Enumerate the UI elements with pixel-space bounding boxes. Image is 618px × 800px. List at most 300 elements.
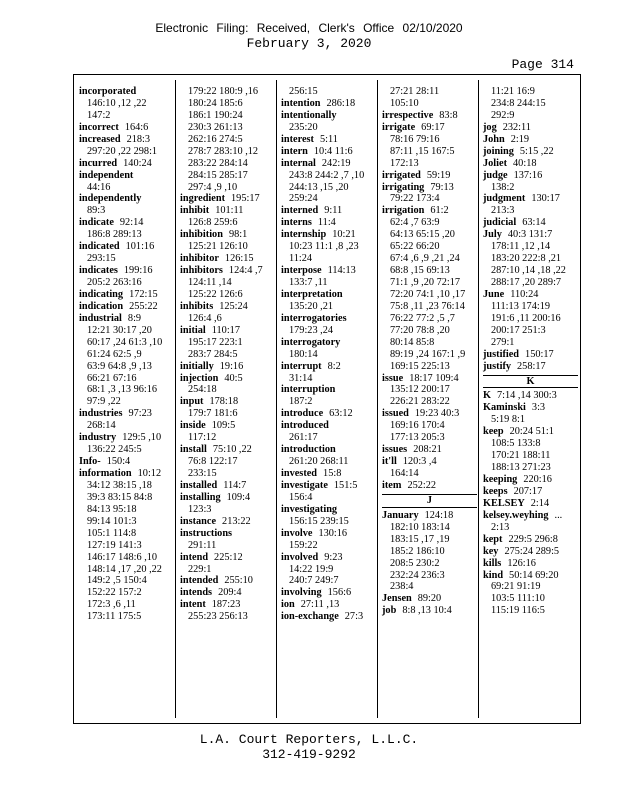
index-entry <box>281 361 377 373</box>
index-page-ref: 97:9 ,22 <box>87 396 121 408</box>
index-term: interpretation <box>281 288 343 300</box>
index-term: intended <box>180 575 219 587</box>
index-entry <box>483 426 578 438</box>
index-page-ref: 59:19 <box>426 169 451 181</box>
index-term: industry <box>79 432 117 444</box>
index-entry <box>483 510 578 522</box>
index-page-ref: 40:5 <box>224 372 243 384</box>
index-page-ref: 125:24 <box>219 300 248 312</box>
index-page-ref: 275:24 289:5 <box>504 545 560 557</box>
index-page-ref: 187:2 <box>289 396 313 408</box>
index-page-ref: 19:16 <box>219 360 244 372</box>
index-page-ref: 76:22 77:2 ,5 ,7 <box>390 312 455 324</box>
index-entry <box>79 289 172 301</box>
index-page-ref: 182:10 183:14 <box>390 521 450 533</box>
index-entry <box>281 444 377 456</box>
reporter-name: L.A. Court Reporters, L.L.C. <box>199 732 419 747</box>
index-term: interrogatories <box>281 312 347 324</box>
index-entry <box>180 492 275 504</box>
index-entry <box>180 396 275 408</box>
index-page-ref: 185:2 186:10 <box>390 545 445 557</box>
index-page-ref: 208:21 <box>413 444 442 456</box>
index-page-ref: 159:22 <box>289 539 318 551</box>
index-page-ref: 31:14 <box>289 372 313 384</box>
index-page-ref: 146:10 ,12 ,22 <box>87 97 147 109</box>
index-page-ref: 173:11 175:5 <box>87 611 142 623</box>
index-term: keeping <box>483 474 518 485</box>
index-frame <box>73 74 581 724</box>
index-page-ref: 283:7 284:5 <box>188 348 238 360</box>
filing-stamp-line: Electronic Filing: Received, Clerk's Office 02/10/2020 <box>155 21 463 35</box>
index-page-ref: 64:13 65:15 ,20 <box>390 229 455 241</box>
index-term: it'll <box>382 456 397 468</box>
index-entry <box>483 349 578 361</box>
index-entry <box>79 301 172 313</box>
index-term: KELSEY <box>483 497 525 509</box>
index-term: July <box>483 229 502 241</box>
index-page-ref: 77:20 78:8 ,20 <box>390 324 450 336</box>
index-entry <box>180 575 275 587</box>
index-page-ref: 14:22 19:9 <box>289 563 334 575</box>
column-divider <box>377 80 378 718</box>
index-page-ref: 110:17 <box>211 324 240 336</box>
index-page-ref: 226:21 283:22 <box>390 396 450 408</box>
index-page-ref: 229:1 <box>188 563 212 575</box>
index-page-ref: 19:23 40:3 <box>414 408 460 420</box>
index-term: involve <box>281 527 313 539</box>
index-page-ref: 208:5 230:2 <box>390 557 440 569</box>
index-page-ref: 87:11 ,15 167:5 <box>390 145 455 157</box>
index-entry <box>483 534 578 546</box>
index-page-ref: 69:21 91:19 <box>491 581 541 593</box>
index-term: incorrect <box>79 121 119 133</box>
index-term: indicating <box>79 288 124 300</box>
index-page-ref: 286:18 <box>326 97 356 109</box>
index-term: Joliet <box>483 157 508 169</box>
index-entry <box>180 480 275 492</box>
index-page-ref: 284:15 285:17 <box>188 169 248 181</box>
index-page-ref: 123:3 <box>188 503 212 515</box>
index-page-ref: 97:23 <box>128 408 152 420</box>
index-entry <box>180 587 275 599</box>
index-page-ref: 5:19 8:1 <box>491 414 526 426</box>
index-page-ref: 188:13 271:23 <box>491 462 551 474</box>
index-term: judge <box>483 169 508 181</box>
index-page-ref: 75:10 ,22 <box>212 444 252 456</box>
index-term: irrigation <box>382 205 425 217</box>
index-page-ref: 209:4 <box>218 587 242 599</box>
index-page-ref: 126:16 <box>507 557 536 569</box>
index-entry <box>79 217 172 229</box>
index-page-ref: 169:15 225:13 <box>390 360 450 372</box>
footer <box>0 732 618 762</box>
index-page-ref: 98:1 <box>228 229 248 241</box>
index-term: justify <box>483 360 512 372</box>
index-page-ref: 103:5 111:10 <box>491 593 545 605</box>
index-entry <box>483 134 578 146</box>
index-page-ref: 63:12 <box>329 408 353 420</box>
index-page-ref: 170:21 188:11 <box>491 450 551 462</box>
index-page-ref: 259:24 <box>289 193 318 205</box>
index-page-ref: 287:10 ,14 ,18 ,22 <box>491 265 566 277</box>
index-entry <box>79 408 172 420</box>
index-page-ref: 261:17 <box>289 432 318 444</box>
index-page-ref: 240:7 249:7 <box>289 575 339 587</box>
index-page-ref: 110:24 <box>510 288 539 300</box>
index-term: incorporated <box>79 86 137 97</box>
index-entry <box>281 384 377 396</box>
column-divider <box>276 80 277 718</box>
index-page-ref: 72:20 74:1 ,10 ,17 <box>390 288 466 300</box>
index-term: inhibitors <box>180 265 223 277</box>
index-entry <box>180 373 275 385</box>
index-page-ref: 9:23 <box>324 551 343 563</box>
index-term: intend <box>180 551 209 563</box>
index-entry <box>382 480 477 492</box>
page-number: Page 314 <box>511 57 574 72</box>
index-page-ref: 213:22 <box>222 515 251 527</box>
index-term: June <box>483 288 505 300</box>
index-page-ref: 125:21 126:10 <box>188 241 248 253</box>
index-page-ref: 278:7 283:10 ,12 <box>188 145 259 157</box>
index-entry <box>281 587 377 599</box>
index-entry <box>281 337 377 349</box>
index-entry <box>180 265 275 277</box>
index-term: judgment <box>483 193 526 205</box>
index-entry <box>281 229 377 241</box>
index-page-ref: 232:11 <box>502 121 531 133</box>
index-page-ref: 233:15 <box>188 468 217 479</box>
index-page-ref: 40:18 <box>513 157 537 169</box>
index-page-ref: 232:24 236:3 <box>390 569 445 581</box>
index-entry <box>79 122 172 134</box>
index-page-ref: 5:11 <box>319 133 338 145</box>
index-page-ref: 179:22 180:9 ,16 <box>188 86 259 97</box>
index-page-ref: 230:3 261:13 <box>188 121 243 133</box>
index-page-ref: 124:4 ,7 <box>228 265 263 277</box>
index-term: introduce <box>281 408 324 420</box>
index-page-ref: 164:6 <box>124 121 149 133</box>
index-page-ref: 172:13 <box>390 157 419 169</box>
index-page-ref: 66:21 67:16 <box>87 372 137 384</box>
index-entry <box>281 217 377 229</box>
index-term: invested <box>281 468 318 479</box>
index-entry <box>79 456 172 468</box>
index-term: Info- <box>79 456 101 468</box>
index-page-ref: 15:8 <box>323 468 342 479</box>
index-term: increased <box>79 133 121 145</box>
index-term: irrespective <box>382 109 434 121</box>
index-page-ref: 79:22 173:4 <box>390 193 440 205</box>
index-page-ref: 2:14 <box>530 497 550 509</box>
index-term: intention <box>281 97 321 109</box>
index-page-ref: 60:17 ,24 61:3 ,10 <box>87 336 163 348</box>
index-column-5 <box>483 86 578 617</box>
index-term: industries <box>79 408 123 420</box>
index-page-ref: 68:8 ,15 69:13 <box>390 265 450 277</box>
index-entry <box>483 158 578 170</box>
index-entry <box>79 158 172 170</box>
index-term: keep <box>483 426 504 438</box>
index-page-ref: 283:22 284:14 <box>188 157 248 169</box>
index-page-ref: 150:17 <box>525 348 554 360</box>
index-term: involving <box>281 587 322 599</box>
index-page-ref: 3:3 <box>531 402 546 414</box>
index-term: irrigating <box>382 181 425 193</box>
index-term: indicates <box>79 265 118 277</box>
index-term: ion <box>281 599 295 611</box>
index-entry <box>483 361 578 373</box>
section-letter: K <box>483 375 578 389</box>
index-page-ref: 243:8 244:2 ,7 ,10 <box>289 169 365 181</box>
index-term: indicated <box>79 241 120 253</box>
index-page-ref: 108:5 133:8 <box>491 438 541 450</box>
index-entry <box>79 241 172 253</box>
index-term: keeps <box>483 485 508 497</box>
index-term: interruption <box>281 384 336 396</box>
index-page-ref: 127:19 141:3 <box>87 539 142 551</box>
index-page-ref: 135:20 ,21 <box>289 300 334 312</box>
index-entry <box>382 408 477 420</box>
index-page-ref: 268:14 <box>87 420 116 432</box>
index-page-ref: 67:4 ,6 ,9 ,21 ,24 <box>390 253 460 265</box>
index-page-ref: 126:8 259:6 <box>188 217 238 229</box>
index-page-ref: 89:19 ,24 167:1 ,9 <box>390 348 466 360</box>
index-entry <box>483 558 578 570</box>
index-page-ref: 258:17 <box>517 360 546 372</box>
index-page-ref: 229:5 296:8 <box>508 533 558 545</box>
index-term: John <box>483 133 505 145</box>
index-entry <box>281 265 377 277</box>
index-page-ref: 62:4 ,7 63:9 <box>390 217 440 229</box>
index-entry <box>180 193 275 205</box>
index-page-ref: ... <box>554 509 563 521</box>
index-page-ref: 68:1 ,3 ,13 96:16 <box>87 384 158 396</box>
index-term: intends <box>180 587 213 599</box>
index-term: internal <box>281 157 316 169</box>
index-page-ref: 129:5 ,10 <box>122 432 162 444</box>
index-page-ref: 156:4 <box>289 491 313 503</box>
index-entry <box>180 599 275 611</box>
index-page-ref: 279:1 <box>491 336 515 348</box>
index-entry <box>281 313 377 325</box>
index-page-ref: 199:16 <box>123 265 153 277</box>
index-term: investigate <box>281 479 328 491</box>
index-page-ref: 169:16 170:4 <box>390 420 445 432</box>
index-page-ref: 255:23 256:13 <box>188 611 248 623</box>
index-term: inhibit <box>180 205 210 217</box>
index-entry <box>281 611 377 623</box>
index-page-ref: 178:11 ,12 ,14 <box>491 241 551 253</box>
index-page-ref: 255:10 <box>224 575 253 587</box>
index-term: interest <box>281 133 314 145</box>
index-page-ref: 297:4 ,9 ,10 <box>188 181 238 193</box>
index-page-ref: 11:4 <box>317 217 336 229</box>
index-page-ref: 138:2 <box>491 181 515 193</box>
index-page-ref: 218:3 <box>126 133 151 145</box>
index-term: kind <box>483 569 504 581</box>
index-entry <box>281 528 377 540</box>
index-entry <box>281 158 377 170</box>
index-term: inhibitor <box>180 253 219 265</box>
index-entry <box>79 193 172 205</box>
index-entry <box>483 193 578 205</box>
index-term: issue <box>382 372 404 384</box>
section-letter: J <box>382 494 477 508</box>
index-page-ref: 136:22 245:5 <box>87 444 142 456</box>
index-page-ref: 293:15 <box>87 253 116 265</box>
index-page-ref: 27:3 <box>344 611 364 623</box>
index-term: kelsey.weyhing <box>483 509 549 521</box>
index-page-ref: 137:16 <box>513 169 543 181</box>
index-page-ref: 8:9 <box>127 312 142 324</box>
index-page-ref: 10:12 <box>137 468 162 479</box>
index-page-ref: 172:3 ,6 ,11 <box>87 599 136 611</box>
index-page-ref: 220:16 <box>523 474 552 485</box>
index-page-ref: 191:6 ,11 200:16 <box>491 312 561 324</box>
index-page-ref: 288:17 ,20 289:7 <box>491 277 562 288</box>
index-entry <box>180 552 275 564</box>
index-page-ref: 71:1 ,9 ,20 72:17 <box>390 277 461 288</box>
index-term: inside <box>180 420 206 432</box>
index-page-ref: 84:13 95:18 <box>87 503 137 515</box>
index-term: inhibits <box>180 300 214 312</box>
index-term: January <box>382 509 419 521</box>
index-term: indicate <box>79 217 114 229</box>
index-entry <box>281 504 377 516</box>
index-page-ref: 7:14 ,14 300:3 <box>497 390 557 402</box>
index-page-ref: 63:9 64:8 ,9 ,13 <box>87 360 152 372</box>
index-entry <box>483 546 578 558</box>
index-page-ref: 148:14 ,17 ,20 ,22 <box>87 563 162 575</box>
index-page-ref: 101:11 <box>215 205 244 217</box>
index-term: kept <box>483 533 503 545</box>
index-entry <box>79 265 172 277</box>
index-column-1 <box>79 86 172 623</box>
index-entry <box>180 528 275 540</box>
index-page-ref: 179:23 ,24 <box>289 324 334 336</box>
index-term: intentionally <box>281 109 337 121</box>
index-page-ref: 75:8 ,11 ,23 76:14 <box>390 300 465 312</box>
index-entry <box>281 408 377 420</box>
index-page-ref: 254:18 <box>188 384 217 396</box>
index-page-ref: 252:22 <box>407 479 437 491</box>
index-entry <box>79 170 172 182</box>
index-term: investigating <box>281 503 338 515</box>
index-term: inhibition <box>180 229 223 241</box>
index-entry <box>483 170 578 182</box>
index-term: install <box>180 444 207 456</box>
index-term: interpose <box>281 265 322 277</box>
index-page-ref: 20:24 51:1 <box>509 426 554 438</box>
index-term: input <box>180 396 204 408</box>
index-entry <box>180 516 275 528</box>
column-divider <box>478 80 479 718</box>
index-term: kills <box>483 557 502 569</box>
index-column-4 <box>382 86 477 617</box>
index-term: intent <box>180 599 206 611</box>
index-page-ref: 146:17 148:6 ,10 <box>87 551 158 563</box>
index-page-ref: 92:14 <box>119 217 144 229</box>
index-page-ref: 89:3 <box>87 205 106 217</box>
index-term: key <box>483 545 499 557</box>
index-page-ref: 297:20 ,22 298:1 <box>87 145 158 157</box>
index-entry <box>483 402 578 414</box>
index-page-ref: 40:3 131:7 <box>507 229 553 241</box>
index-term: internship <box>281 229 327 241</box>
transcript-date: February 3, 2020 <box>246 36 372 51</box>
index-page-ref: 205:2 263:16 <box>87 277 142 288</box>
index-page-ref: 10:21 <box>332 229 356 241</box>
index-page-ref: 27:21 28:11 <box>390 86 440 97</box>
index-entry <box>382 373 477 385</box>
index-page-ref: 44:16 <box>87 181 111 193</box>
index-column-2 <box>180 86 275 623</box>
index-entry <box>180 444 275 456</box>
index-page-ref: 292:9 <box>491 109 515 121</box>
index-page-ref: 133:7 ,11 <box>289 277 328 288</box>
index-entry <box>180 420 275 432</box>
index-term: installing <box>180 491 221 503</box>
index-page-ref: 99:14 101:3 <box>87 515 137 527</box>
index-page-ref: 109:4 <box>226 491 251 503</box>
index-page-ref: 124:11 ,14 <box>188 277 232 288</box>
index-page-ref: 147:2 <box>87 109 111 121</box>
index-term: irrigate <box>382 121 416 133</box>
index-term: initially <box>180 360 214 372</box>
index-page-ref: 79:13 <box>430 181 454 193</box>
index-entry <box>281 599 377 611</box>
index-page-ref: 152:22 157:2 <box>87 587 142 599</box>
index-page-ref: 130:17 <box>531 193 560 205</box>
index-page-ref: 10:4 11:6 <box>313 145 353 157</box>
index-page-ref: 179:7 181:6 <box>188 408 238 420</box>
index-page-ref: 244:13 ,15 ,20 <box>289 181 349 193</box>
index-page-ref: 115:19 116:5 <box>491 605 545 617</box>
index-page-ref: 140:24 <box>123 157 152 169</box>
index-term: interns <box>281 217 312 229</box>
index-entry <box>483 486 578 498</box>
index-entry <box>382 593 477 605</box>
index-page-ref: 61:24 62:5 ,9 <box>87 348 142 360</box>
index-term: indication <box>79 300 124 312</box>
index-page-ref: 186:1 190:24 <box>188 109 243 121</box>
index-page-ref: 105:10 <box>390 97 419 109</box>
index-term: Kaminski <box>483 402 526 414</box>
index-page-ref: 156:15 239:15 <box>289 515 349 527</box>
index-page-ref: 125:22 126:6 <box>188 288 243 300</box>
index-term: ion-exchange <box>281 611 339 623</box>
index-page-ref: 117:12 <box>188 432 217 444</box>
index-page-ref: 27:11 ,13 <box>300 599 340 611</box>
index-page-ref: 262:16 274:5 <box>188 133 243 145</box>
index-page-ref: 65:22 66:20 <box>390 241 440 253</box>
index-entry <box>281 552 377 564</box>
index-entry <box>483 498 578 510</box>
index-page-ref: 180:24 185:6 <box>188 97 243 109</box>
index-page-ref: 105:1 114:8 <box>87 527 137 539</box>
index-term: joining <box>483 145 514 157</box>
index-page-ref: 149:2 ,5 150:4 <box>87 575 147 587</box>
index-page-ref: 156:6 <box>327 587 352 599</box>
index-entry <box>79 432 172 444</box>
index-page-ref: 207:17 <box>513 485 543 497</box>
index-page-ref: 120:3 ,4 <box>402 456 437 468</box>
index-term: incurred <box>79 157 118 169</box>
index-entry <box>281 289 377 301</box>
index-term: Jensen <box>382 593 412 605</box>
index-page-ref: 225:12 <box>214 551 243 563</box>
